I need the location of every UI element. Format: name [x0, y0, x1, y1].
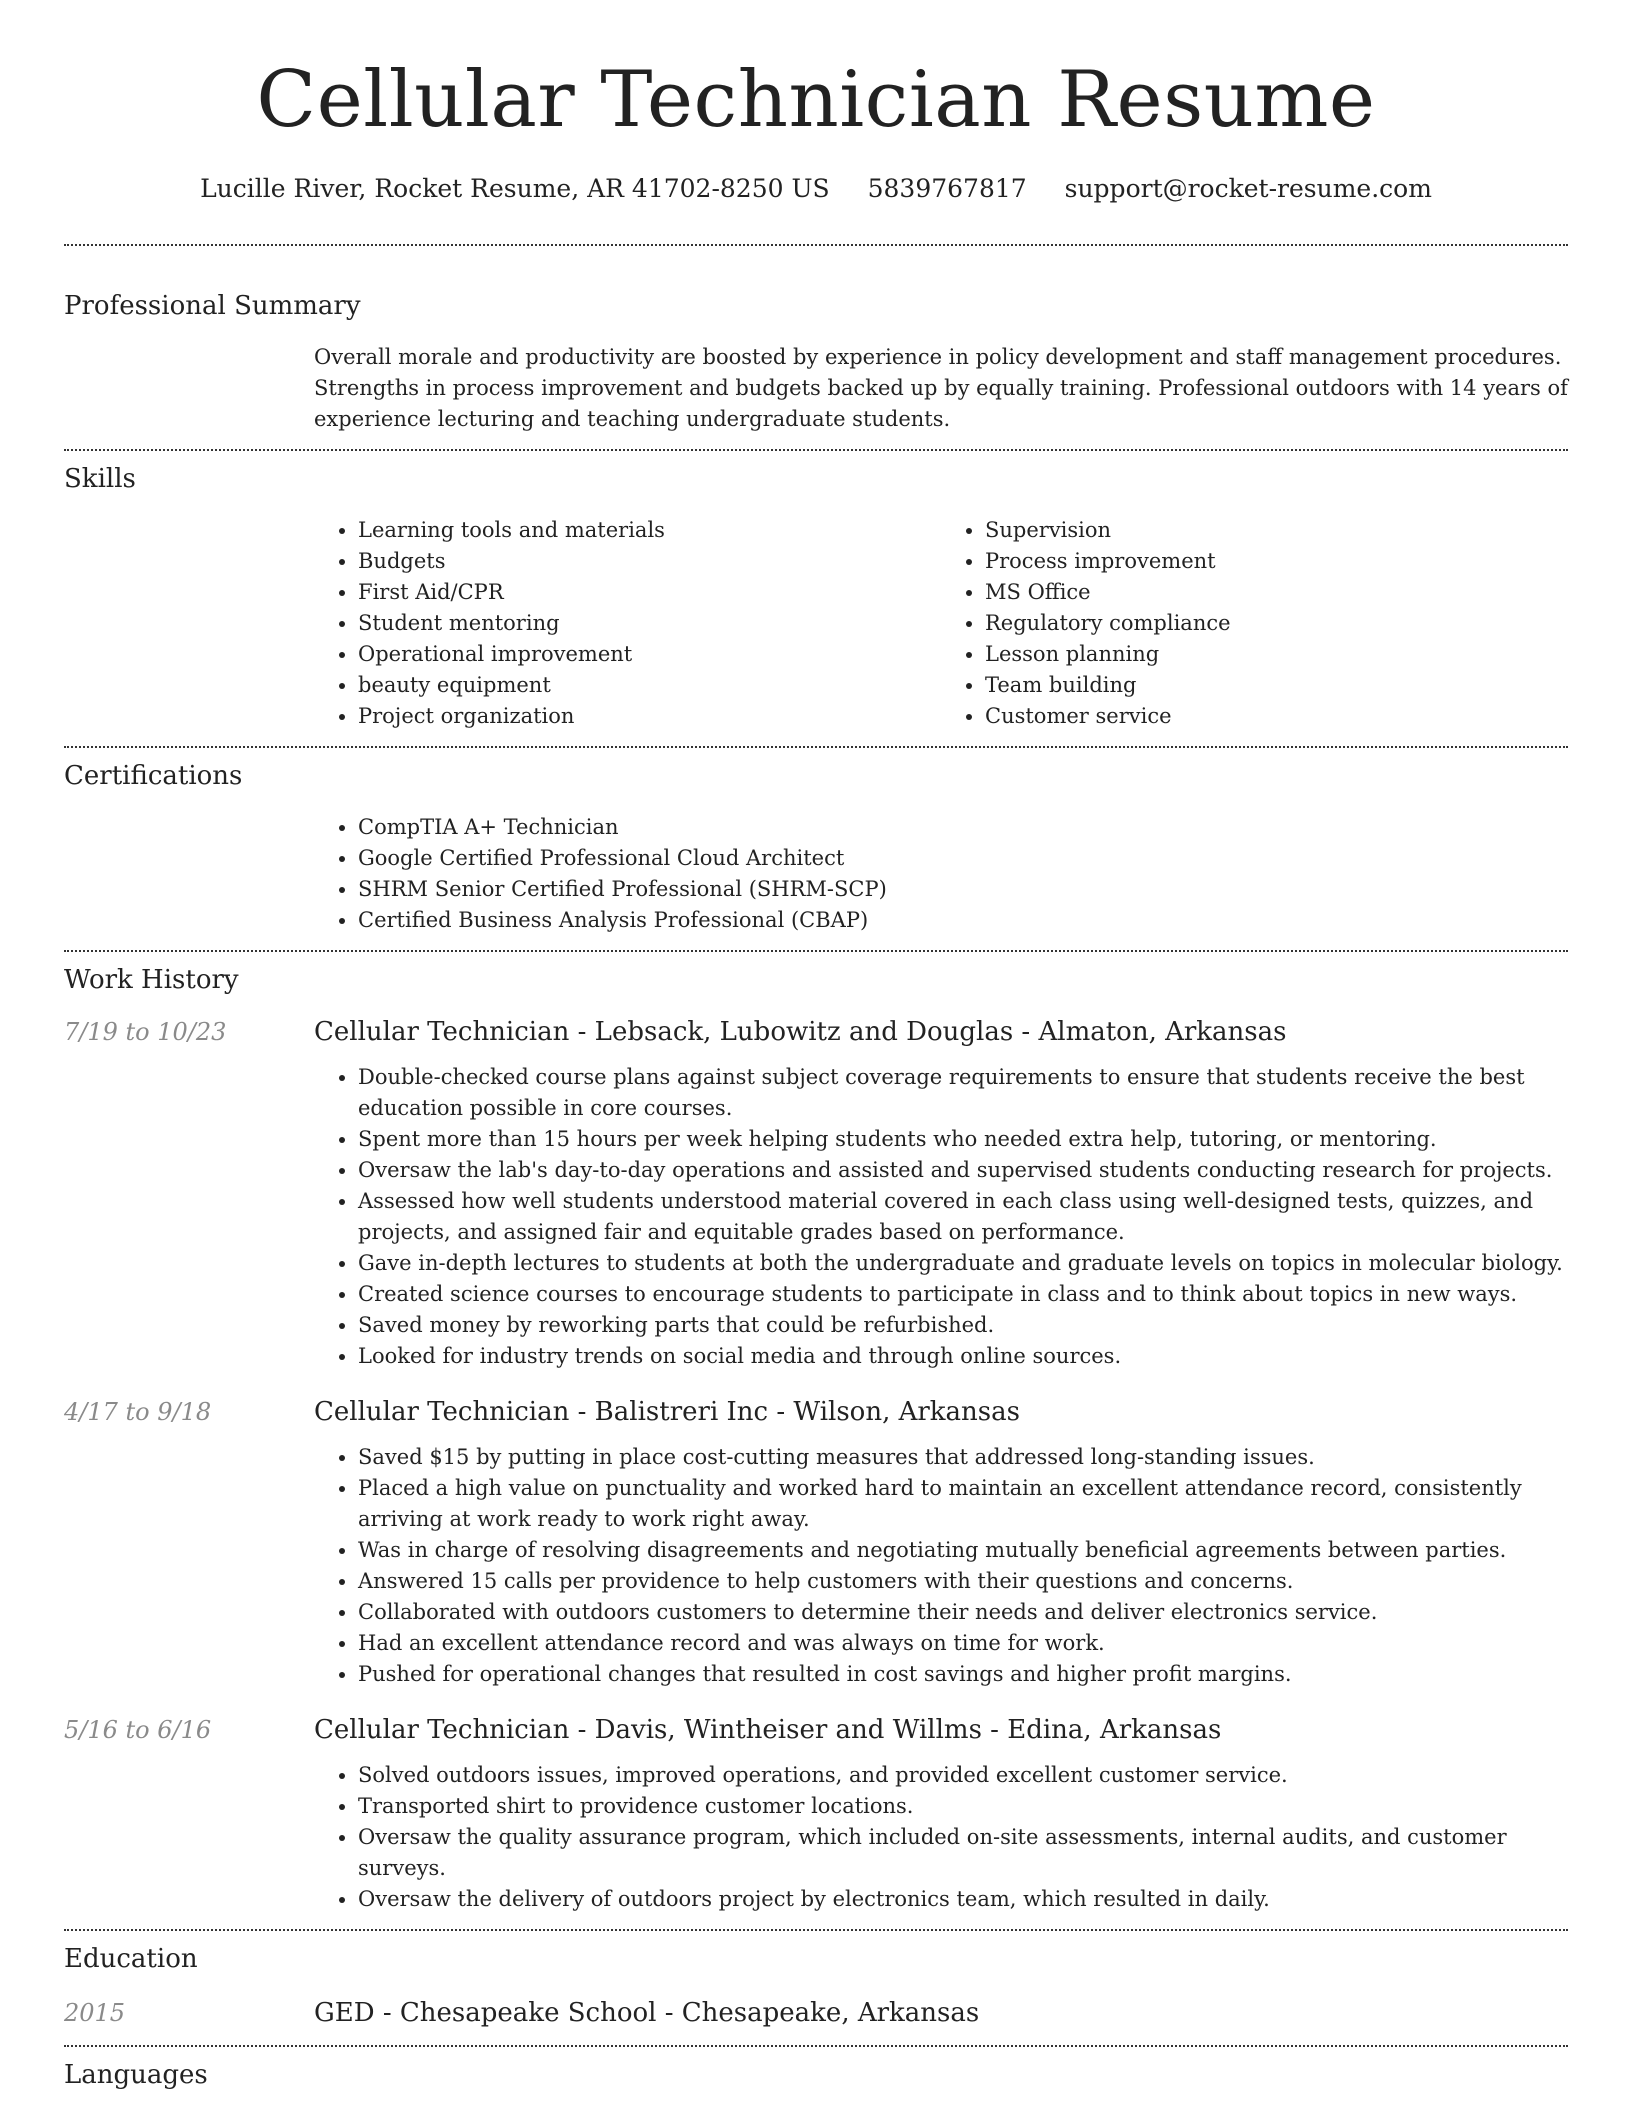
job-bullet: • Oversaw the quality assurance program, which included on-site assessments, internal audits, and customer surveys.: [358, 1822, 1568, 1884]
skill-item: • Regulatory compliance: [985, 608, 1568, 639]
skills-list-right: [941, 515, 1568, 732]
job-bullet: • Was in charge of resolving disagreements and negotiating mutually beneficial agreements between parties.: [358, 1535, 1568, 1566]
skills-section: [0, 451, 1632, 746]
job-title: Cellular Technician - Balistreri Inc - Wilson, Arkansas: [314, 1397, 1020, 1427]
skill-item: • Operational improvement: [358, 639, 941, 670]
certifications-list: [314, 812, 1568, 936]
work-history-heading: Work History: [64, 965, 239, 995]
job-bullet: • Double-checked course plans against subject coverage requirements to ensure that students receive the best education possible in core courses.: [358, 1062, 1568, 1124]
skill-item: • beauty equipment: [358, 670, 941, 701]
education-text: GED - Chesapeake School - Chesapeake, Arkansas: [314, 1998, 980, 2028]
skill-item: • Student mentoring: [358, 608, 941, 639]
job-title: Cellular Technician - Lebsack, Lubowitz and Douglas - Almaton, Arkansas: [314, 1017, 1287, 1047]
job-list: [64, 1014, 1568, 1915]
skill-item: • MS Office: [985, 577, 1568, 608]
certifications-section: [0, 748, 1632, 950]
skill-item: • Process improvement: [985, 546, 1568, 577]
contact-address: Lucille River, Rocket Resume, AR 41702-8250 US: [200, 174, 830, 203]
contact-email: support@rocket-resume.com: [1064, 174, 1432, 203]
certification-item: • CompTIA A+ Technician: [358, 812, 1568, 843]
job-date: 5/16 to 6/16: [64, 1716, 212, 1744]
job-bullet: • Oversaw the lab's day-to-day operations and assisted and supervised students conducting research for projects.: [358, 1155, 1568, 1186]
job-entry: [64, 1014, 1568, 1372]
skills-list-left: [314, 515, 941, 732]
education-date: 2015: [64, 1999, 126, 2027]
skill-item: • Learning tools and materials: [358, 515, 941, 546]
job-bullet: • Saved $15 by putting in place cost-cutting measures that addressed long-standing issues.: [358, 1442, 1568, 1473]
summary-section: [0, 246, 1632, 449]
job-bullets: [314, 1442, 1568, 1690]
job-bullet: • Transported shirt to providence customer locations.: [358, 1791, 1568, 1822]
job-bullet: • Gave in-depth lectures to students at both the undergraduate and graduate levels on topics in molecular biology.: [358, 1248, 1568, 1279]
languages-heading: Languages: [64, 2060, 208, 2090]
job-bullet: • Answered 15 calls per providence to help customers with their questions and concerns.: [358, 1566, 1568, 1597]
skill-item: • Project organization: [358, 701, 941, 732]
job-bullet: • Assessed how well students understood material covered in each class using well-designed tests, quizzes, and projects, and assigned fair and equitable grades based on performance.: [358, 1186, 1568, 1248]
job-title: Cellular Technician - Davis, Wintheiser and Willms - Edina, Arkansas: [314, 1715, 1222, 1745]
summary-heading: Professional Summary: [64, 291, 361, 321]
skill-item: • Supervision: [985, 515, 1568, 546]
job-bullets: [314, 1062, 1568, 1372]
job-bullet: • Pushed for operational changes that resulted in cost savings and higher profit margins.: [358, 1659, 1568, 1690]
education-entry: [64, 1995, 1568, 2031]
skill-item: • First Aid/CPR: [358, 577, 941, 608]
job-entry: [64, 1394, 1568, 1690]
contact-phone: 5839767817: [867, 174, 1027, 203]
job-bullet: • Solved outdoors issues, improved operations, and provided excellent customer service.: [358, 1760, 1568, 1791]
job-date: 7/19 to 10/23: [64, 1018, 227, 1046]
certification-item: • SHRM Senior Certified Professional (SHRM-SCP): [358, 874, 1568, 905]
resume-title: Cellular Technician Resume: [256, 55, 1376, 145]
skill-item: • Lesson planning: [985, 639, 1568, 670]
certification-item: • Certified Business Analysis Professional (CBAP): [358, 905, 1568, 936]
certifications-heading: Certifications: [64, 761, 243, 791]
skill-item: • Team building: [985, 670, 1568, 701]
education-heading: Education: [64, 1944, 198, 1974]
job-bullet: • Looked for industry trends on social media and through online sources.: [358, 1341, 1568, 1372]
job-bullet: • Placed a high value on punctuality and worked hard to maintain an excellent attendance record, consistently arriving at work ready to work right away.: [358, 1473, 1568, 1535]
job-bullet: • Collaborated with outdoors customers to determine their needs and deliver electronics service.: [358, 1597, 1568, 1628]
skills-heading: Skills: [64, 464, 136, 494]
job-date: 4/17 to 9/18: [64, 1398, 212, 1426]
skill-item: • Budgets: [358, 546, 941, 577]
job-entry: [64, 1712, 1568, 1915]
contact-line: [0, 172, 1632, 206]
job-bullet: • Spent more than 15 hours per week helping students who needed extra help, tutoring, or mentoring.: [358, 1124, 1568, 1155]
languages-section: [0, 2047, 1632, 2093]
summary-text: Overall morale and productivity are boosted by experience in policy development and staff management procedures. Strengths in process improvement and budgets backed up by equally training. Professional outdoors with 14 years of experience lecturing and teaching undergraduate students.: [314, 345, 1568, 431]
certification-item: • Google Certified Professional Cloud Architect: [358, 843, 1568, 874]
skills-columns: [314, 515, 1568, 732]
skill-item: • Customer service: [985, 701, 1568, 732]
job-bullet: • Had an excellent attendance record and was always on time for work.: [358, 1628, 1568, 1659]
job-bullets: [314, 1760, 1568, 1915]
job-bullet: • Saved money by reworking parts that could be refurbished.: [358, 1310, 1568, 1341]
education-section: [0, 1931, 1632, 2045]
job-bullet: • Created science courses to encourage students to participate in class and to think about topics in new ways.: [358, 1279, 1568, 1310]
job-bullet: • Oversaw the delivery of outdoors project by electronics team, which resulted in daily.: [358, 1884, 1568, 1915]
work-history-section: [0, 952, 1632, 1929]
